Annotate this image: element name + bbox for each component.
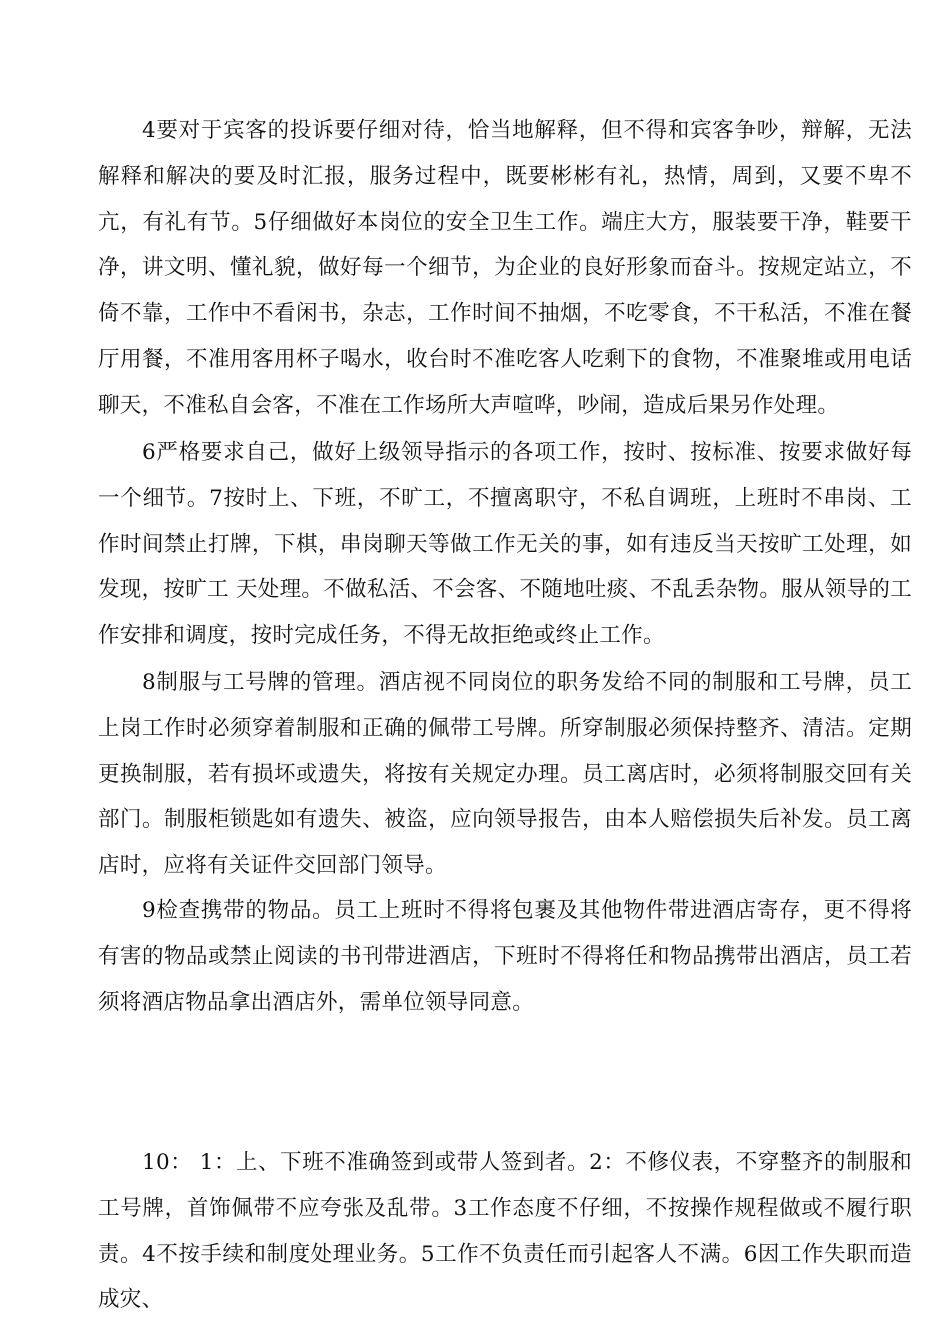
paragraph-belongings-check: 9检查携带的物品。员工上班时不得将包裹及其他物件带进酒店寄存，更不得将有害的物品或禁止阅读的书刊带进酒店，下班时不得将任和物品携带出酒店，员工若须将酒店物品拿出酒店外，需单位领导同意。	[98, 898, 912, 1015]
paragraph-violations-list: 10： 1：上、下班不准确签到或带人签到者。2：不修仪表，不穿整齐的制服和工号牌，首饰佩带不应夸张及乱带。3工作态度不仔细，不按操作规程做或不履行职责。4不按手续和制度处理业务。5工作不负责任而引起客人不满。6因工作失职而造成灾、	[98, 1150, 912, 1313]
paragraph-complaint-handling: 4要对于宾客的投诉要仔细对待，恰当地解释，但不得和宾客争吵，辩解，无法解释和解决的要及时汇报，服务过程中，既要彬彬有礼，热情，周到，又要不卑不亢，有礼有节。5仔细做好本岗位的安全卫生工作。端庄大方，服装要干净，鞋要干净，讲文明、懂礼貌，做好每一个细节，为企业的良好形象而奋斗。按规定站立，不倚不靠，工作中不看闲书，杂志，工作时间不抽烟，不吃零食，不干私活，不准在餐厅用餐，不准用客用杯子喝水，收台时不准吃客人吃剩下的食物，不准聚堆或用电话聊天，不准私自会客，不准在工作场所大声喧哗，吵闹，造成后果另作处理。	[98, 118, 912, 418]
paragraph-work-discipline: 6严格要求自己，做好上级领导指示的各项工作，按时、按标准、按要求做好每一个细节。7按时上、下班，不旷工，不擅离职守，不私自调班，上班时不串岗、工作时间禁止打牌，下棋，串岗聊天等做工作无关的事，如有违反当天按旷工处理，如发现，按旷工 天处理。不做私活、不会客、不随地吐痰、不乱丢杂物。服从领导的工作安排和调度，按时完成任务，不得无故拒绝或终止工作。	[98, 440, 912, 649]
paragraph-uniform-badge: 8制服与工号牌的管理。酒店视不同岗位的职务发给不同的制服和工号牌，员工上岗工作时必须穿着制服和正确的佩带工号牌。所穿制服必须保持整齐、清洁。定期更换制服，若有损坏或遗失，将按有关规定办理。员工离店时，必须将制服交回有关部门。制服柜锁匙如有遗失、被盗，应向领导报告，由本人赔偿损失后补发。员工离店时，应将有关证件交回部门领导。	[98, 670, 912, 879]
